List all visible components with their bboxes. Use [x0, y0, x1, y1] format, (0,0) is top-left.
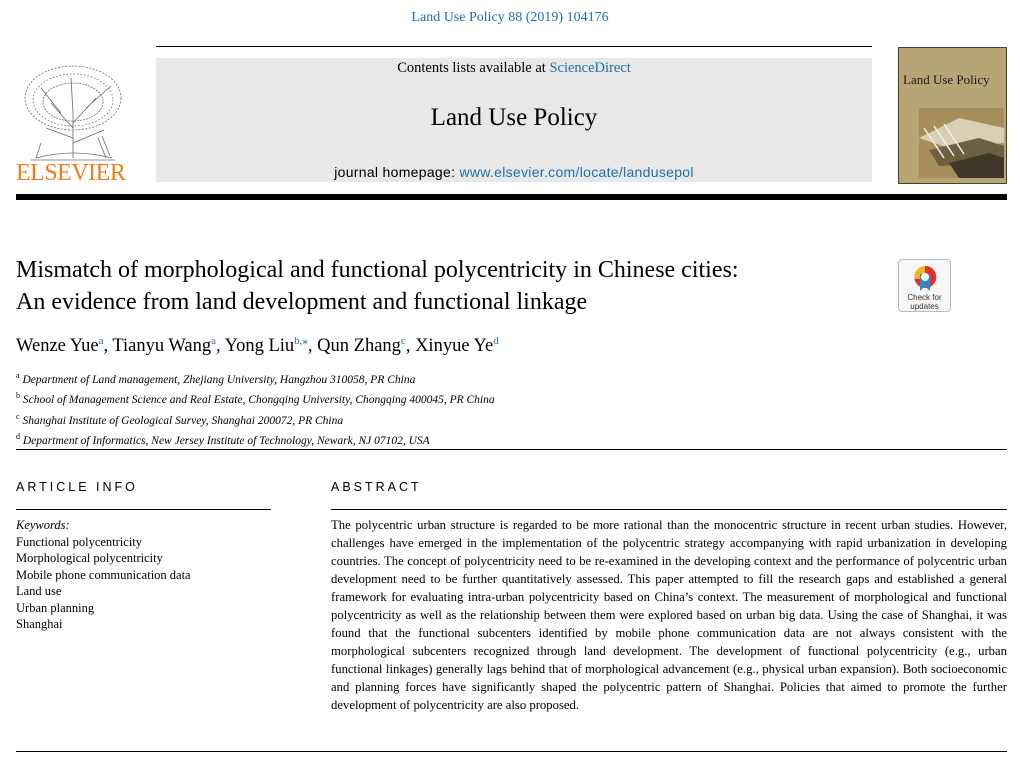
author-list: Wenze Yue$^a$, Tianyu Wang$^a$, Yong Liu$^{b,⁎}$, Qun Zhang$^c$, Xinyue Ye$^d$	[16, 335, 499, 357]
author-affiliation-marker[interactable]: a	[98, 335, 104, 347]
affiliation-marker: a	[16, 371, 20, 380]
author-name[interactable]: Qun Zhang	[317, 336, 401, 357]
author-name[interactable]: Xinyue Ye	[415, 336, 494, 357]
abstract-text: The polycentric urban structure is regarded to be more rational than the monocentric structure in recent urban studies. However, challenges have emerged in the implementation of the polycentric strategy accompanying with rapid urbanization in developing countries. The concept of polycentricity need to be re-examined in the developing context and the performance of polycentric urban development need to be further quantitatively assessed. This paper attempted to fill the research gaps and established a general framework for evaluating intra-urban polycentricity based on China’s context. The measurement of morphological and functional polycentricity as well as the relationship between them were explored based on urban big data. Using the case of Shanghai, it was found that the functional subcenters identified by mobile phone communication data are not always consistent with the morphological subcenters recognized through land development. The development of functional polycentricity (e.g., urban functional linkages) generally lags behind that of morphological advancement (e.g., physical urban expansion). Both socioeconomic and planning forces have significantly shaped the polycentric pattern of Shanghai. Policies that aimed to promote the further development of polycentricity are also proposed.	[331, 518, 1007, 712]
article-title-line-1: Mismatch of morphological and functional polycentricity in Chinese cities:	[16, 257, 739, 283]
keyword-item: Morphological polycentricity	[16, 551, 163, 565]
contents-line	[156, 60, 872, 77]
keywords-label: Keywords:	[16, 518, 70, 532]
journal-masthead	[156, 58, 872, 182]
cover-title: Land Use Policy	[903, 72, 990, 87]
article-info-divider	[16, 509, 271, 510]
author-name[interactable]: Yong Liu	[224, 336, 295, 357]
affiliation-marker: d	[16, 431, 20, 441]
author-name[interactable]: Tianyu Wang	[112, 336, 212, 357]
keyword-item: Shanghai	[16, 617, 63, 631]
section-divider	[16, 449, 1007, 450]
article-title-line-2: An evidence from land development and functional linkage	[16, 289, 588, 315]
journal-cover-thumbnail[interactable]	[898, 47, 1007, 184]
affiliation-text: Department of Land management, Zhejiang University, Hangzhou 310058, PR China	[22, 373, 416, 386]
abstract-divider	[331, 509, 1007, 510]
keyword-item: Land use	[16, 584, 62, 598]
affiliation-item	[16, 409, 495, 429]
affiliation-item	[16, 429, 495, 449]
author-affiliation-marker[interactable]: b,⁎	[294, 335, 308, 347]
cover-landscape-image	[919, 108, 1004, 178]
header-thick-divider	[16, 194, 1007, 200]
author-name[interactable]: Wenze Yue	[16, 336, 99, 357]
bottom-divider	[16, 751, 1007, 752]
author-affiliation-marker[interactable]: a	[211, 335, 217, 347]
author-affiliation-marker[interactable]: d	[493, 335, 499, 347]
affiliation-text: Shanghai Institute of Geological Survey, Shanghai 200072, PR China	[22, 414, 344, 427]
homepage-prefix: journal homepage:	[334, 164, 460, 180]
article-title	[16, 254, 896, 318]
affiliation-marker: c	[16, 411, 20, 421]
affiliation-text: School of Management Science and Real Estate, Chongqing University, Chongqing 400045, PR China	[22, 394, 495, 407]
sciencedirect-link[interactable]: ScienceDirect	[549, 60, 631, 76]
affiliation-text: Department of Informatics, New Jersey Institute of Technology, Newark, NJ 07102, USA	[22, 434, 430, 447]
top-divider	[156, 46, 872, 47]
contents-prefix: Contents lists available at	[397, 60, 550, 76]
journal-homepage-link[interactable]: www.elsevier.com/locate/landusepol	[459, 164, 694, 180]
affiliation-item	[16, 368, 495, 388]
journal-title: Land Use Policy	[430, 104, 598, 131]
abstract-heading: ABSTRACT	[331, 480, 422, 494]
crossmark-label-line-2: updates	[910, 302, 939, 311]
crossmark-label-line-1: Check for	[907, 293, 942, 302]
keyword-item: Functional polycentricity	[16, 534, 143, 549]
journal-homepage-line	[156, 164, 872, 180]
keyword-item: Urban planning	[16, 600, 95, 615]
keyword-item: Mobile phone communication data	[16, 567, 191, 582]
journal-reference-link[interactable]: Land Use Policy 88 (2019) 104176	[411, 10, 609, 25]
affiliation-marker: b	[16, 391, 20, 401]
crossmark-icon	[913, 265, 937, 292]
check-for-updates-button[interactable]	[898, 259, 951, 312]
affiliation-list	[16, 368, 495, 449]
author-affiliation-marker[interactable]: c	[400, 335, 406, 347]
keywords-list	[16, 517, 191, 633]
elsevier-wordmark: ELSEVIER	[16, 160, 126, 186]
article-info-heading: ARTICLE INFO	[16, 480, 138, 494]
crossmark-label	[899, 293, 950, 311]
affiliation-item	[16, 388, 495, 408]
